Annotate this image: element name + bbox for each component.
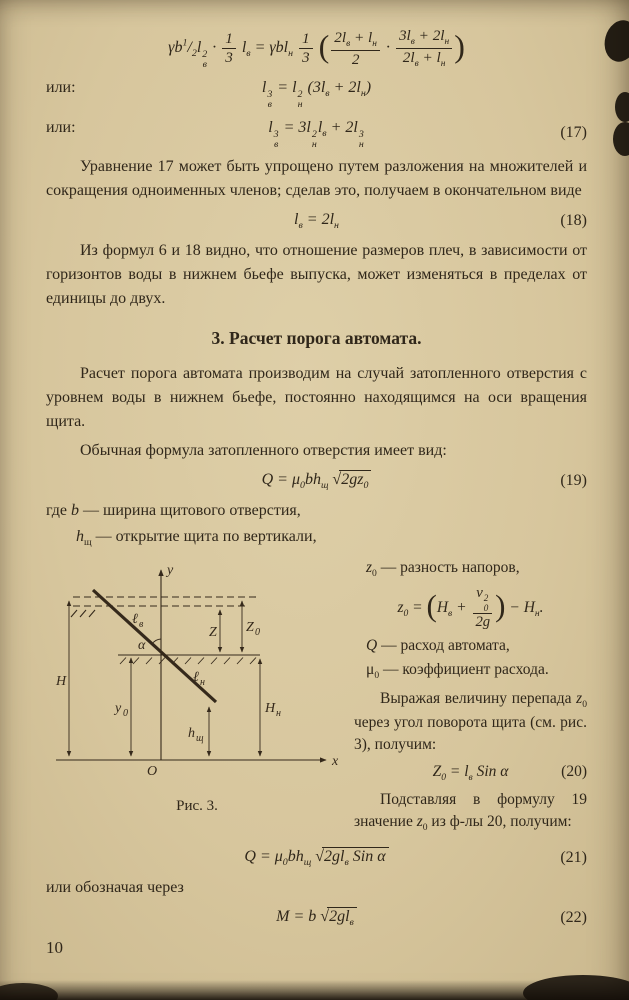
- formula-row-18: [46, 208, 587, 234]
- figure-and-text-columns: [46, 555, 587, 840]
- formula-row-22: [46, 905, 587, 931]
- scan-artifact-right-1: [615, 92, 629, 122]
- formula-row-17: [46, 116, 587, 151]
- label-Hn-sub: н: [276, 707, 281, 719]
- label-l-upper-sub: в: [139, 618, 144, 630]
- label-Hn: H: [265, 700, 276, 716]
- formula-row-21: [46, 845, 587, 871]
- formula-20: $Z_0 = l_в$ Sin α: [432, 762, 509, 783]
- label-alpha: α: [138, 637, 146, 653]
- label-l-lower: ℓ: [193, 669, 199, 685]
- label-Z0-sub: 0: [255, 626, 260, 638]
- equation-number-22: (22): [560, 909, 587, 927]
- figure-3: [46, 555, 348, 818]
- definition-mu: $\mu_0$ — коэффициент расхода.: [366, 661, 549, 682]
- formula-21: $Q = \mu_0bh_щ$ $√2gl_в$ Sin α: [244, 845, 388, 871]
- paragraph-denoting: или обозначая через: [46, 879, 184, 897]
- figure-caption: Рис. 3.: [176, 797, 218, 814]
- figure-3-diagram: [46, 555, 346, 787]
- paragraph-ratio-range: Из формул 6 и 18 видно, что отношение размеров плеч, в зависимости от горизонтов воды в нижнем бьефе выпуска, может изменяться в пределах от единицы до двух.: [46, 242, 587, 308]
- equation-number-17: (17): [560, 123, 587, 141]
- equation-number-20: (20): [561, 763, 587, 781]
- page-number: 10: [46, 937, 63, 957]
- equation-number-19: (19): [560, 471, 587, 489]
- or-label-2: или:: [46, 118, 76, 136]
- lower-water-hatching: [120, 657, 256, 664]
- definition-z0: $z_0$ — разность напоров,: [366, 558, 520, 579]
- formula-row-17-intermediate: [46, 76, 587, 111]
- or-label-1: или:: [46, 78, 76, 96]
- formula-19: $Q = \mu_0bh_щ$ $√2gz_0$: [262, 468, 372, 494]
- paragraph-expressing-z0: Выражая величину перепада $z_0$ через угол поворота щита (см. рис. 3), получим:: [354, 689, 587, 753]
- formula-moment-balance: $\gamma b^1/_2l$ 2 в · $\frac{1}{3}$ $l_в = \gamma bl_н$ $\frac{1}{3}$ ( $\frac{2l_в + l_н}{2}$ · $\frac{3l_в + 2l_н}{2l_в + l_н}$ ): [168, 27, 465, 71]
- formula-22: M = b $√2gl_в$: [276, 905, 357, 931]
- right-text-column: [354, 555, 587, 840]
- scan-artifact-bottom-right: [523, 975, 629, 1000]
- label-y0: y: [115, 700, 122, 716]
- definition-q: Q — расход автомата,: [366, 637, 510, 655]
- formula-17-intermediate: l 3 в = l 2 н $(3l_в + 2l_н)$: [261, 78, 372, 111]
- formula-row-z0: [354, 585, 587, 632]
- formula-row-20: [354, 761, 587, 785]
- label-H: H: [56, 673, 67, 689]
- formula-17: l 3 в = 3l 2 н $l_в + 2l$ 3 н: [268, 118, 364, 150]
- label-Z: Z: [209, 624, 217, 640]
- formula-18: $l_в = 2l_н$: [294, 211, 339, 232]
- where-line-h: $h_щ$ — открытие щита по вертикали,: [76, 527, 317, 548]
- label-h-gate: h: [188, 725, 195, 741]
- section-heading: 3. Расчет порога автомата.: [211, 328, 422, 349]
- scan-artifact-right-2: [613, 122, 629, 156]
- equation-number-21: (21): [560, 849, 587, 867]
- paragraph-threshold-intro: Расчет порога автомата производим на случай затопленного отверстия с уровнем воды в нижнем бьефе, постоянно находящимся на оси вращения щита.: [46, 364, 587, 430]
- label-x-axis: x: [332, 753, 339, 769]
- paragraph-equation-simplify: Уравнение 17 может быть упрощено путем разложения на множителей и сокращения одноименных членов; сделав это, получаем в окончательном виде: [46, 158, 587, 200]
- formula-row-moment-balance: [46, 27, 587, 71]
- upper-water-hatching: [71, 610, 95, 617]
- formula-z0: $z_0 = (H_в$ + v 2 0 2g ) − $H_н$.: [397, 584, 544, 631]
- label-l-lower-sub: н: [200, 676, 205, 688]
- label-origin: O: [147, 763, 158, 779]
- where-line-b: где b — ширина щитового отверстия,: [46, 501, 301, 519]
- formula-row-19: [46, 468, 587, 494]
- label-l-upper: ℓ: [132, 611, 138, 627]
- paragraph-formula-intro: Обычная формула затопленного отверстия имеет вид:: [80, 441, 447, 459]
- label-y-axis: y: [167, 562, 174, 578]
- paragraph-substituting: Подставляя в формулу 19 значение $z_0$ из ф-лы 20, получим:: [354, 791, 587, 834]
- label-y0-sub: 0: [123, 707, 128, 719]
- label-h-gate-sub: щ: [196, 732, 204, 744]
- scan-artifact-top-right: [600, 17, 629, 66]
- label-Z0: Z: [246, 619, 254, 635]
- equation-number-18: (18): [560, 212, 587, 230]
- gate-line: [93, 590, 216, 702]
